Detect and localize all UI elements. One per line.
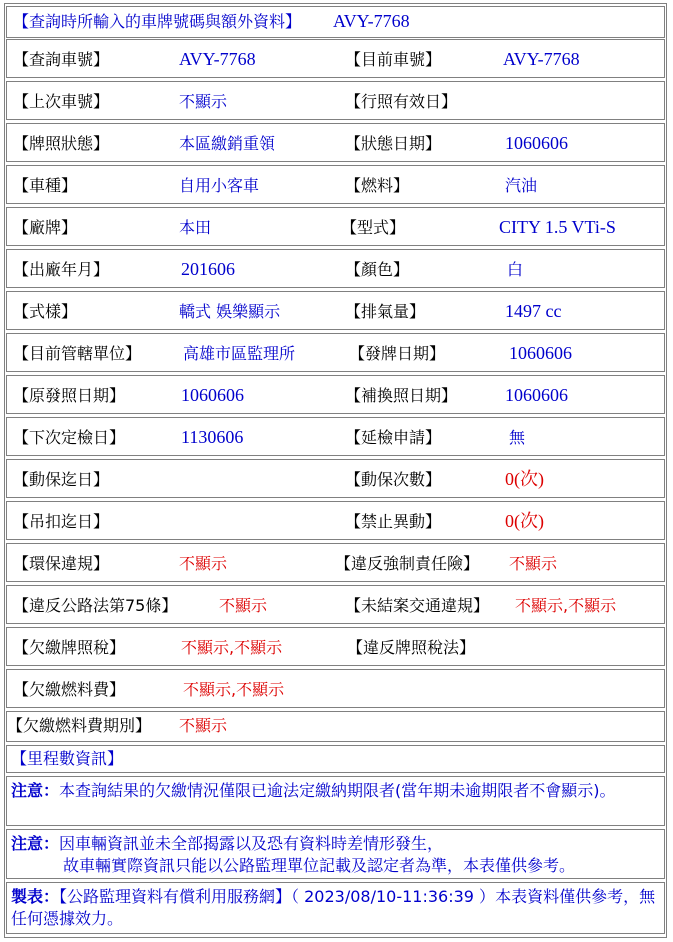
body-style-value: 轎式 娛樂顯示 [179,302,281,321]
previous-plate-value: 不顯示 [179,92,228,111]
fuel-value: 汽油 [505,176,538,195]
displacement-label: 【排氣量】 [345,302,426,321]
previous-plate-label: 【上次車號】 [13,92,110,111]
info-row-jurisdiction [6,333,665,372]
fuel-fee-period-label: 【欠繳燃料費期別】 [7,716,152,735]
note-disclaimer-row [6,829,665,879]
displacement-value: 1497 cc [505,301,562,321]
next-inspection-value: 1130606 [181,427,244,447]
highway-act-violation-value: 不顯示 [219,596,268,615]
transfer-prohibition-value: 0(次) [505,511,544,531]
manufacture-date-label: 【出廠年月】 [13,260,110,279]
insurance-violation-label: 【違反強制責任險】 [335,554,480,573]
vehicle-type-value: 自用小客車 [179,176,260,195]
mileage-label: 【里程數資訊】 [11,749,124,768]
plate-status-label: 【牌照狀態】 [13,134,110,153]
fuel-label: 【燃料】 [345,176,410,195]
suspension-expiry-label: 【吊扣迄日】 [13,512,110,531]
info-row-body-style [6,291,665,330]
footer-note [11,886,660,930]
info-row-unpaid-license-tax [6,627,665,666]
replacement-date-value: 1060606 [505,385,568,405]
vehicle-type-label: 【車種】 [13,176,78,195]
info-row-query-plate [6,39,665,78]
note-disclaimer [11,833,660,877]
note-disclaimer-prefix: 注意： [11,834,60,853]
unpaid-fuel-fee-value: 不顯示,不顯示 [183,680,285,699]
status-date-label: 【狀態日期】 [345,134,442,153]
highway-act-violation-label: 【違反公路法第75條】 [13,596,178,615]
license-tax-violation-label: 【違反牌照稅法】 [347,638,476,657]
environmental-violation-value: 不顯示 [179,554,228,573]
brand-value: 本田 [179,218,212,237]
license-valid-date-label: 【行照有效日】 [345,92,458,111]
note-overdue-text: 本查詢結果的欠繳情況僅限已逾法定繳納期限者(當年期未逾期限者不會顯示)。 [59,781,616,800]
info-row-next-inspection [6,417,665,456]
model-label: 【型式】 [341,218,406,237]
info-row-previous-plate [6,81,665,120]
inspection-extension-value: 無 [509,428,526,447]
plate-issue-date-label: 【發牌日期】 [349,344,446,363]
current-plate-value: AVY-7768 [503,49,580,69]
info-row-lien-expiry [6,459,665,498]
info-row-suspension-expiry [6,501,665,540]
lien-count-value: 0(次) [505,469,544,489]
jurisdiction-value: 高雄市區監理所 [183,344,296,363]
note-disclaimer-line1: 因車輛資訊並未全部揭露以及恐有資料時差情形發生， [59,834,444,853]
query-plate-label: 【查詢車號】 [13,50,110,69]
jurisdiction-label: 【目前管轄單位】 [13,344,142,363]
footer-timestamp: （ 2023/08/10-11:36:39 ） [291,887,496,906]
info-row-vehicle-type [6,165,665,204]
title-label: 【查詢時所輸入的車牌號碼與額外資料】 [13,12,302,31]
replacement-date-label: 【補換照日期】 [345,386,458,405]
title-plate-value: AVY-7768 [333,11,410,31]
plate-status-value: 本區繳銷重領 [179,134,276,153]
original-issue-date-value: 1060606 [181,385,244,405]
info-row-unpaid-fuel-fee [6,669,665,708]
note-overdue-row [6,776,665,826]
model-value: CITY 1.5 VTi-S [499,217,616,237]
footer-row [6,882,665,934]
fuel-fee-period-value: 不顯示 [179,716,228,735]
note-disclaimer-line2: 故車輛實際資訊只能以公路監理單位記載及認定者為準，本表僅供參考。 [63,856,576,875]
note-overdue [11,780,660,802]
color-label: 【顏色】 [345,260,410,279]
plate-issue-date-value: 1060606 [509,343,572,363]
color-value: 白 [507,260,524,279]
info-row-highway-act-violation [6,585,665,624]
info-row-manufacture-date [6,249,665,288]
unpaid-license-tax-value: 不顯示,不顯示 [181,638,283,657]
inspection-extension-label: 【延檢申請】 [345,428,442,447]
body-style-label: 【式樣】 [13,302,78,321]
transfer-prohibition-label: 【禁止異動】 [345,512,442,531]
manufacture-date-value: 201606 [181,259,235,279]
fuel-fee-period-row [6,711,665,742]
footer-text: 本表資料僅供參考，無任何憑據效力。 [11,887,656,928]
brand-label: 【廠牌】 [13,218,78,237]
info-row-plate-status [6,123,665,162]
current-plate-label: 【目前車號】 [345,50,442,69]
footer-prefix: 製表： [11,887,60,906]
info-row-environmental-violation [6,543,665,582]
query-plate-value: AVY-7768 [179,49,256,69]
unpaid-license-tax-label: 【欠繳牌照稅】 [13,638,126,657]
insurance-violation-value: 不顯示 [509,554,558,573]
lien-expiry-label: 【動保迄日】 [13,470,110,489]
next-inspection-label: 【下次定檢日】 [13,428,126,447]
original-issue-date-label: 【原發照日期】 [13,386,126,405]
lien-count-label: 【動保次數】 [345,470,442,489]
open-traffic-violation-label: 【未結案交通違規】 [345,596,490,615]
info-row-brand [6,207,665,246]
note-overdue-prefix: 注意： [11,781,60,800]
open-traffic-violation-value: 不顯示,不顯示 [515,596,617,615]
environmental-violation-label: 【環保違規】 [13,554,110,573]
unpaid-fuel-fee-label: 【欠繳燃料費】 [13,680,126,699]
title-row [6,6,665,38]
footer-source: 【公路監理資料有償利用服務網】 [59,887,292,906]
status-date-value: 1060606 [505,133,568,153]
mileage-row [6,745,665,773]
info-row-original-issue-date [6,375,665,414]
